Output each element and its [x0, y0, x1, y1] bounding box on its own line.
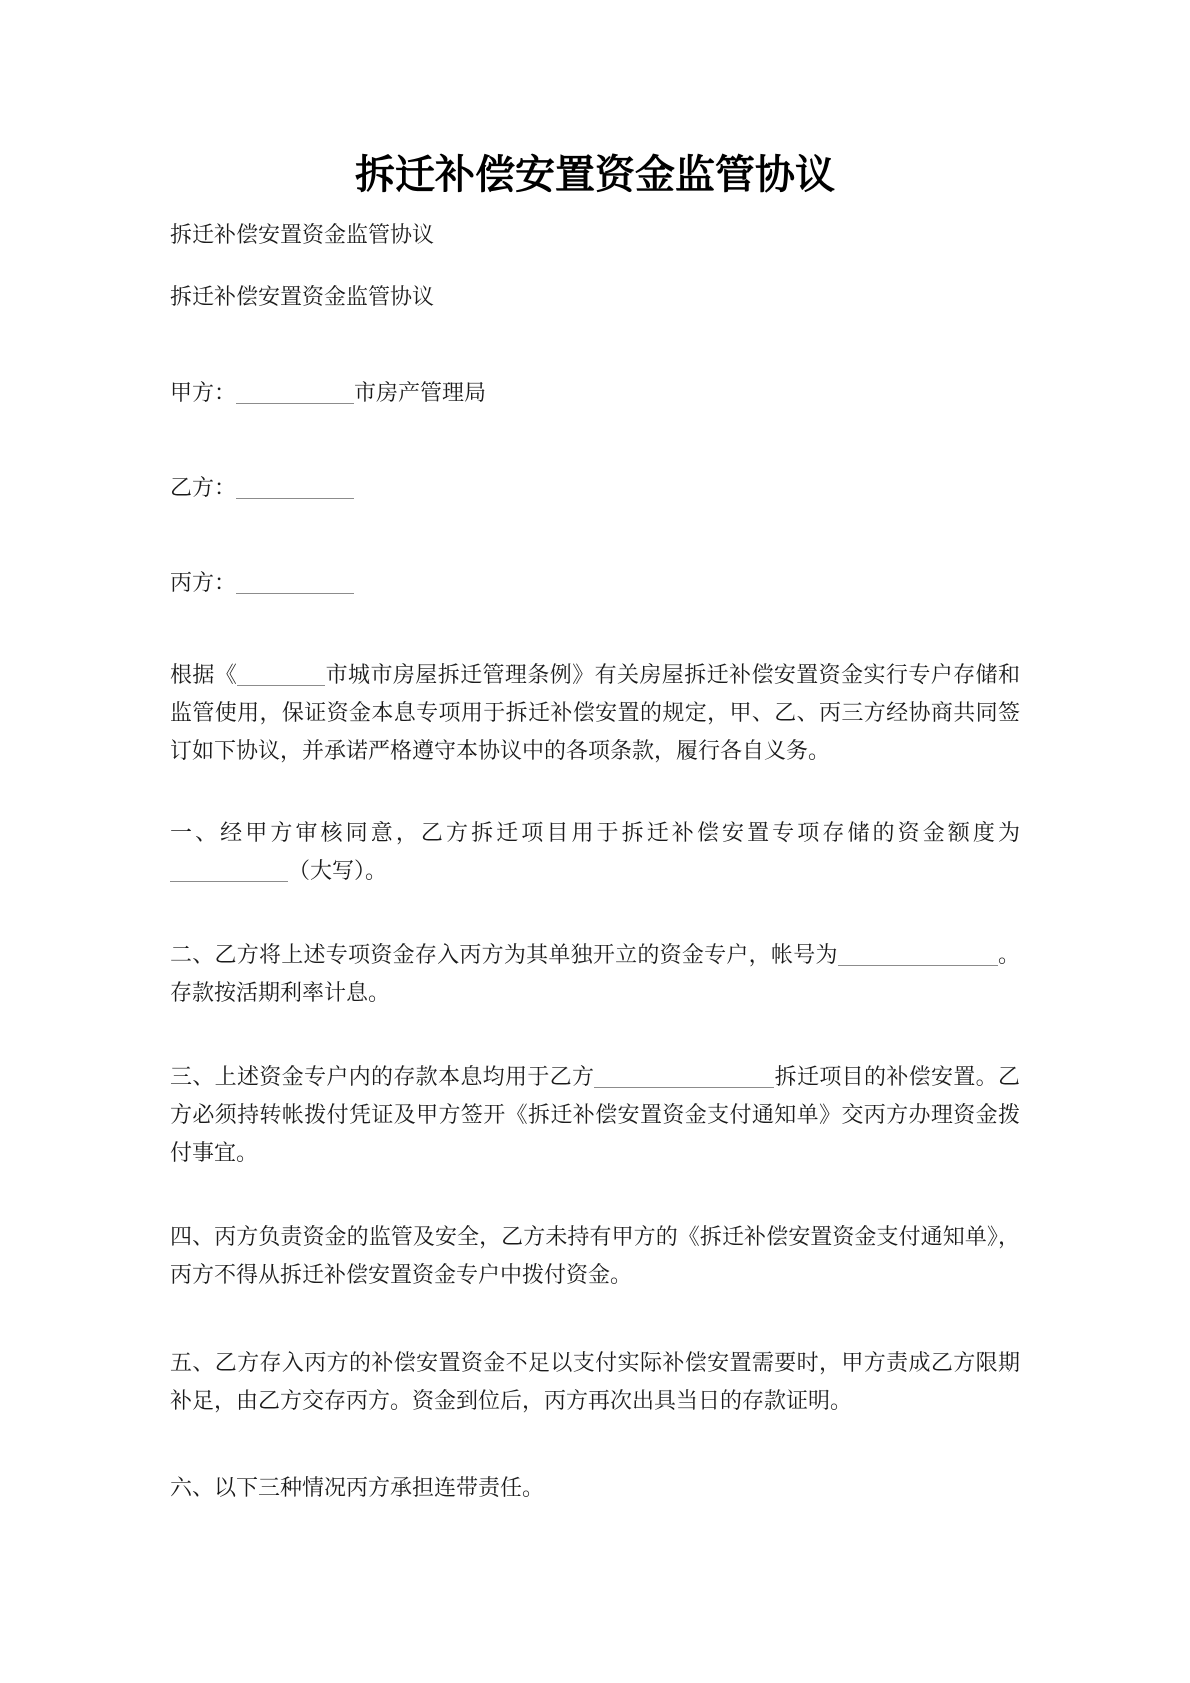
party-a-suffix: 市房产管理局 — [354, 380, 487, 405]
clause-2-text-pre: 二、乙方将上述专项资金存入丙方为其单独开立的资金专户，帐号为 — [170, 942, 838, 967]
clause-3-paragraph — [170, 1058, 1020, 1172]
preamble-text-pre: 根据《 — [170, 662, 238, 687]
clause-2-text-post: 。存款按活期利率计息。 — [170, 942, 1020, 1005]
clause-5-text: 五、乙方存入丙方的补偿安置资金不足以支付实际补偿安置需要时，甲方责成乙方限期补足，由乙方交存丙方。资金到位后，丙方再次出具当日的存款证明。 — [170, 1350, 1020, 1413]
clause-3-text-pre: 三、上述资金专户内的存款本息均用于乙方 — [170, 1064, 595, 1089]
document-title: 拆迁补偿安置资金监管协议 — [355, 152, 835, 197]
party-a-line — [170, 374, 1020, 412]
party-b-label: 乙方： — [170, 475, 237, 500]
subtitle-line-1: 拆迁补偿安置资金监管协议 — [170, 222, 435, 247]
clause-5-paragraph — [170, 1344, 1020, 1420]
party-a-blank-field — [236, 383, 354, 404]
preamble-paragraph — [170, 656, 1020, 770]
party-a-label: 甲方： — [170, 380, 237, 405]
clause-6-text: 六、以下三种情况丙方承担连带责任。 — [170, 1475, 545, 1500]
subtitle-line-2: 拆迁补偿安置资金监管协议 — [170, 284, 435, 309]
clause-1-paragraph — [170, 814, 1020, 890]
party-c-label: 丙方： — [170, 570, 237, 595]
clause-2-blank-field — [838, 945, 998, 966]
clause-1-text-pre: 一、经甲方审核同意，乙方拆迁项目用于拆迁补偿安置专项存储的资金额度为 — [170, 820, 1020, 845]
clause-4-paragraph — [170, 1218, 1020, 1294]
clause-4-text: 四、丙方负责资金的监管及安全，乙方未持有甲方的《拆迁补偿安置资金支付通知单》，丙方不得从拆迁补偿安置资金专户中拨付资金。 — [170, 1224, 1020, 1287]
clause-1-blank-field — [170, 861, 288, 882]
clause-3-blank-field — [594, 1067, 774, 1088]
clause-1-text-post: （大写）。 — [288, 858, 388, 883]
party-b-blank-field — [236, 478, 354, 499]
clause-6-paragraph — [170, 1469, 1020, 1507]
party-c-blank-field — [236, 573, 354, 594]
clause-3-text-post: 拆迁项目的补偿安置。乙方必须持转帐拨付凭证及甲方签开《拆迁补偿安置资金支付通知单》交丙方办理资金拨付事宜。 — [170, 1064, 1020, 1165]
preamble-blank-field — [237, 665, 325, 686]
party-b-line — [170, 469, 1020, 507]
party-c-line — [170, 564, 1020, 602]
clause-2-paragraph — [170, 936, 1020, 1012]
preamble-text-post: 市城市房屋拆迁管理条例》有关房屋拆迁补偿安置资金实行专户存储和监管使用，保证资金本息专项用于拆迁补偿安置的规定，甲、乙、丙三方经协商共同签订如下协议，并承诺严格遵守本协议中的各项条款，履行各自义务。 — [170, 662, 1020, 763]
